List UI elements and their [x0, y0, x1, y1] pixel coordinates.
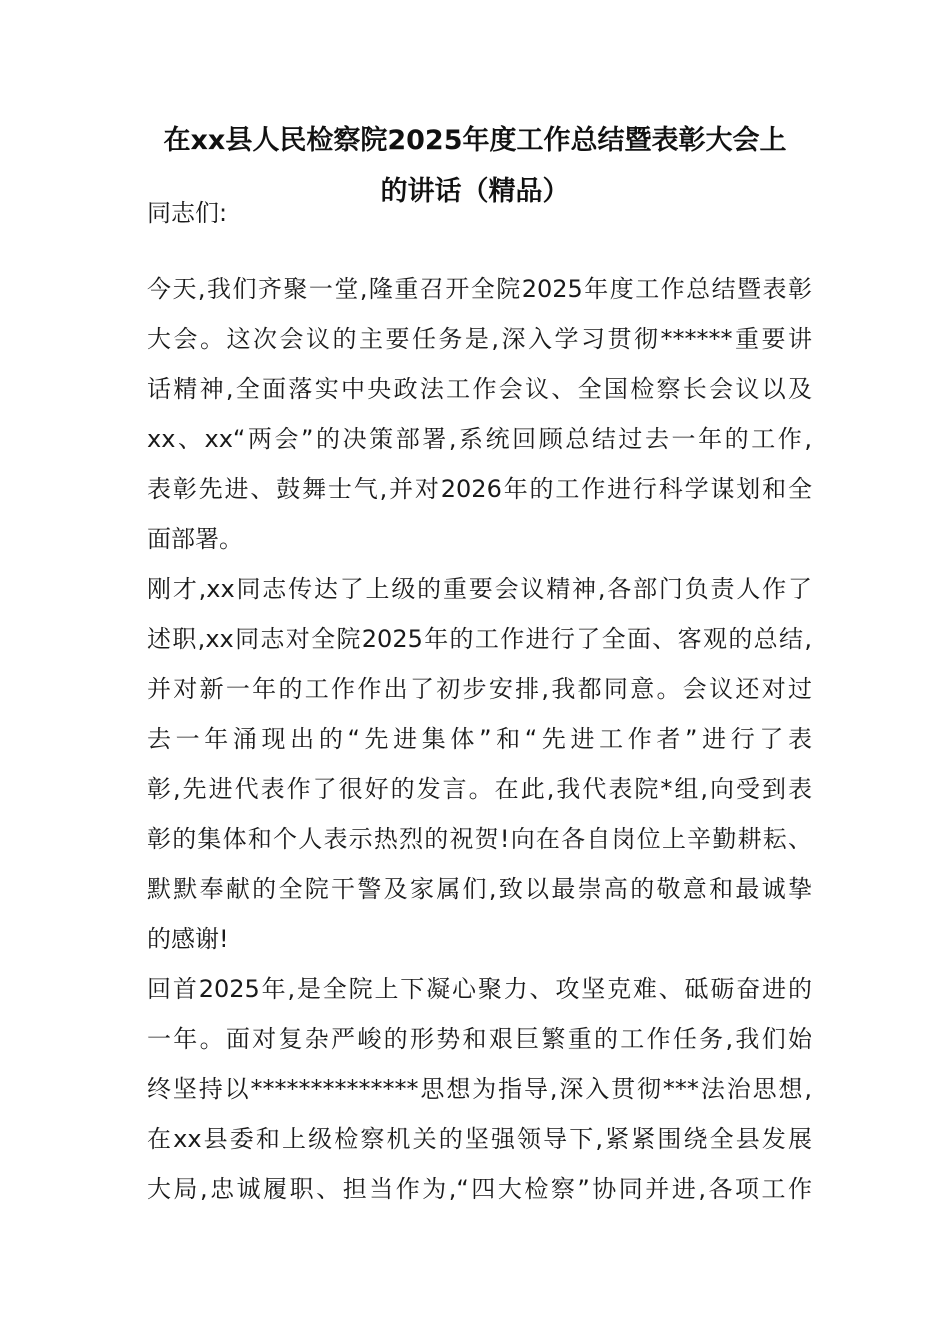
- text-line: xx、xx“两会”的决策部署,系统回顾总结过去一年的工作,: [147, 425, 812, 453]
- text-line: 的感谢!: [147, 925, 229, 953]
- title-line-2: 的讲话（精品）: [380, 176, 570, 207]
- text-line: 大局,忠诚履职、担当作为,“四大检察”协同并进,各项工作: [147, 1175, 812, 1203]
- text-line: 述职,xx同志对全院2025年的工作进行了全面、客观的总结,: [147, 625, 812, 653]
- text-line: 刚才,xx同志传达了上级的重要会议精神,各部门负责人作了: [147, 575, 812, 603]
- text-line: 回首2025年,是全院上下凝心聚力、攻坚克难、砥砺奋进的: [147, 975, 812, 1003]
- text-line: 一年。面对复杂严峻的形势和艰巨繁重的工作任务,我们始: [147, 1025, 812, 1053]
- text-line: 话精神,全面落实中央政法工作会议、全国检察长会议以及: [147, 375, 812, 403]
- text-line: 彰,先进代表作了很好的发言。在此,我代表院*组,向受到表: [147, 775, 812, 803]
- text-line: 默默奉献的全院干警及家属们,致以最崇高的敬意和最诚挚: [147, 875, 812, 903]
- document-title: [140, 115, 810, 217]
- text-line: 终坚持以**************思想为指导,深入贯彻***法治思想,: [147, 1075, 812, 1103]
- text-line: 彰的集体和个人表示热烈的祝贺!向在各自岗位上辛勤耕耘、: [147, 825, 812, 853]
- text-line: 表彰先进、鼓舞士气,并对2026年的工作进行科学谋划和全: [147, 475, 812, 503]
- text-line: 去一年涌现出的“先进集体”和“先进工作者”进行了表: [147, 725, 812, 753]
- title-line-1: 在xx县人民检察院2025年度工作总结暨表彰大会上: [163, 125, 787, 156]
- salutation: 同志们:: [147, 199, 228, 227]
- text-line: 今天,我们齐聚一堂,隆重召开全院2025年度工作总结暨表彰: [147, 275, 812, 303]
- text-line: 并对新一年的工作作出了初步安排,我都同意。会议还对过: [147, 675, 812, 703]
- text-line: 面部署。: [147, 525, 243, 553]
- text-line: 大会。这次会议的主要任务是,深入学习贯彻******重要讲: [147, 325, 812, 353]
- text-line: 在xx县委和上级检察机关的坚强领导下,紧紧围绕全县发展: [147, 1125, 812, 1153]
